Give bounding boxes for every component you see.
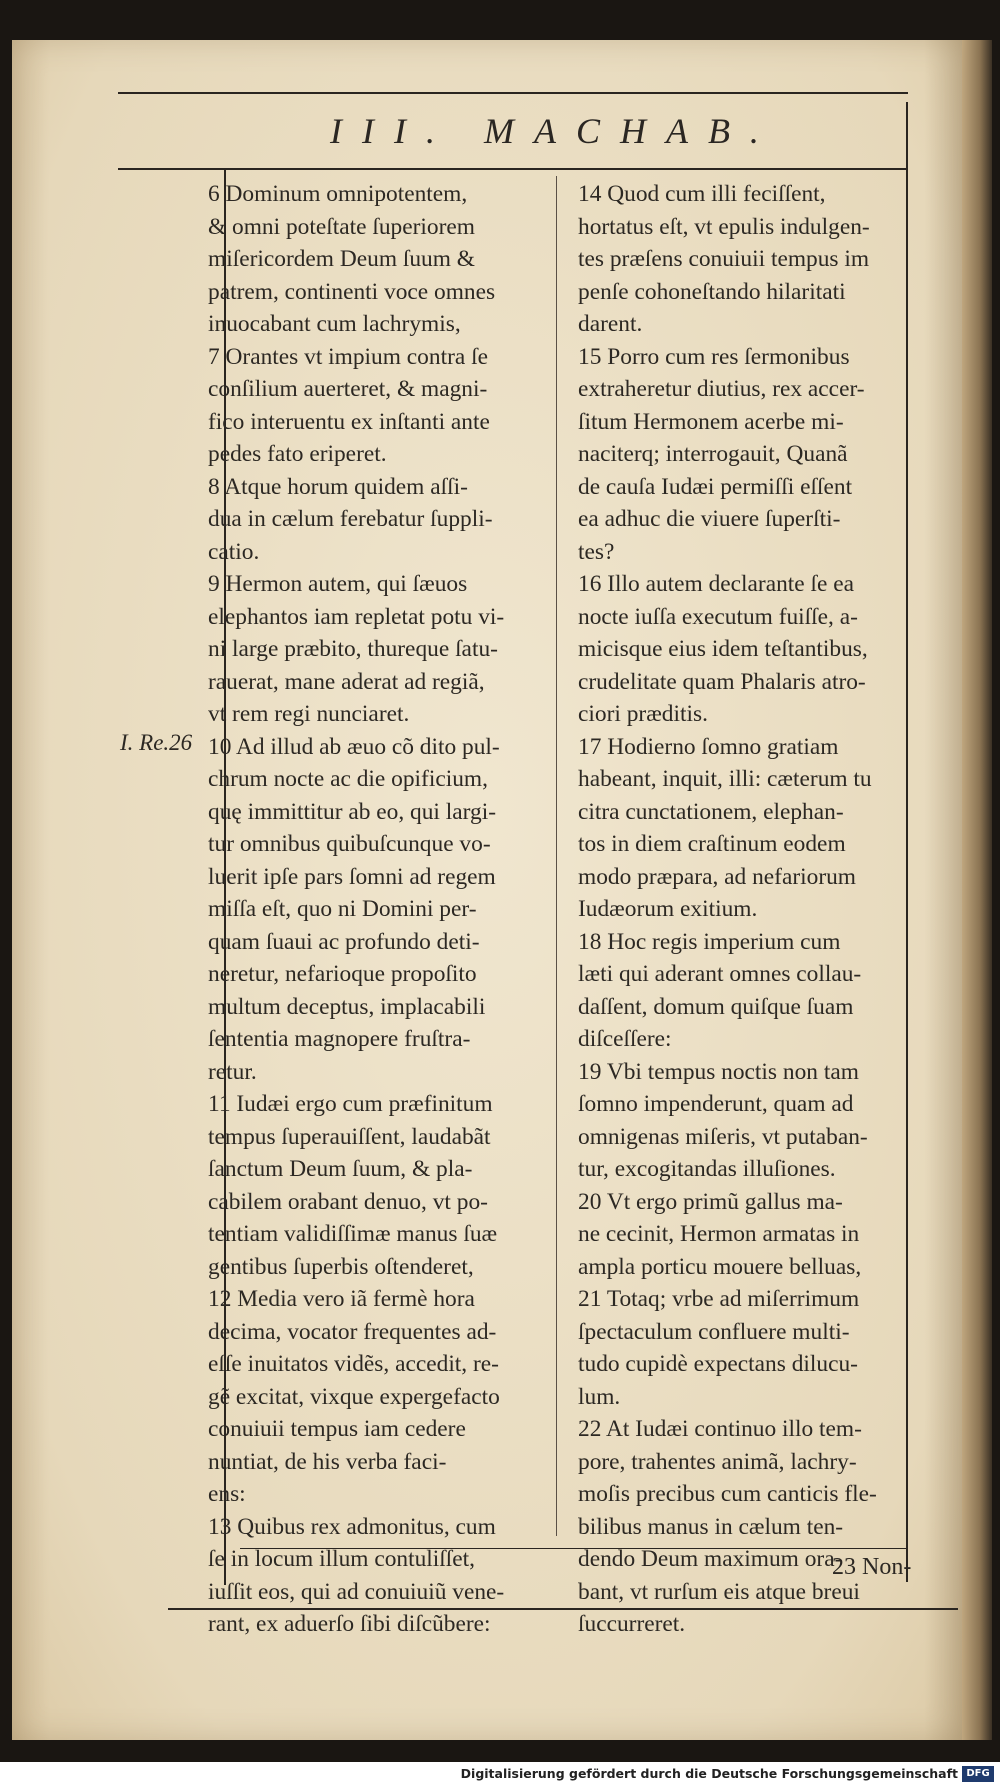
- text-line: quam ſuaui ac profundo deti-: [208, 928, 480, 955]
- text-line: daſſent, domum quiſque ſuam: [578, 993, 854, 1020]
- text-line: micisque eius idem teſtantibus,: [578, 636, 868, 662]
- text-line: decima, vocator frequentes ad-: [208, 1318, 497, 1345]
- text-line: 8 Atque horum quidem aſſi-: [208, 473, 468, 500]
- text-line: Iudæorum exitium.: [578, 896, 758, 922]
- text-line: elephantos iam repletat potu vi-: [208, 603, 505, 630]
- text-line: ampla porticu mouere belluas,: [578, 1253, 862, 1280]
- text-line: lum.: [578, 1383, 621, 1410]
- footer-credit: Digitalisierung gefördert durch die Deutsche Forschungsgemeinschaft: [460, 1766, 958, 1781]
- text-line: 15 Porro cum res ſermonibus: [578, 343, 850, 370]
- text-line: dua in cælum ferebatur ſuppli-: [208, 506, 493, 532]
- text-line: gẽ excitat, vixque expergefacto: [208, 1383, 500, 1410]
- text-line: ea adhuc die viuere ſuperſti-: [578, 506, 841, 532]
- text-line: tur omnibus quibuſcunque vo-: [208, 831, 491, 857]
- text-line: diſceſſere:: [578, 1026, 672, 1052]
- text-line: penſe cohoneſtando hilaritati: [578, 278, 846, 305]
- text-line: rant, ex aduerſo ſibi diſcũbere:: [208, 1611, 491, 1637]
- text-line: gentibus ſuperbis oſtenderet,: [208, 1253, 474, 1280]
- text-line: tudo cupidè expectans dilucu-: [578, 1351, 858, 1377]
- text-line: 12 Media vero iã fermè hora: [208, 1286, 475, 1312]
- text-line: læti qui aderant omnes collau-: [578, 961, 862, 987]
- text-line: ſomno impenderunt, quam ad: [578, 1091, 854, 1117]
- text-line: conſilium auerteret, & magni-: [208, 376, 488, 402]
- text-line: ſe in locum illum contuliſſet,: [208, 1546, 476, 1572]
- text-line: dendo Deum maximum ora-: [578, 1546, 843, 1572]
- text-line: 9 Hermon autem, qui ſæuos: [208, 571, 468, 597]
- text-line: retur.: [208, 1058, 257, 1085]
- text-line: de cauſa Iudæi permiſſi eſſent: [578, 473, 853, 500]
- running-head: III. MACHAB.: [330, 111, 779, 151]
- text-line: ciori præditis.: [578, 701, 708, 727]
- text-line: & omni poteſtate ſuperiorem: [208, 213, 475, 240]
- text-line: 17 Hodierno ſomno gratiam: [578, 733, 839, 760]
- text-line: omnigenas miſeris, vt putaban-: [578, 1123, 868, 1150]
- right-column: [578, 178, 934, 1641]
- text-line: vt rem regi nunciaret.: [208, 701, 410, 727]
- text-line: 10 Ad illud ab æuo cõ dito pul-: [208, 733, 500, 760]
- text-line: 18 Hoc regis imperium cum: [578, 928, 841, 955]
- text-line: ſuccurreret.: [578, 1611, 686, 1637]
- text-line: ſanctum Deum ſuum, & pla-: [208, 1156, 473, 1182]
- text-line: multum deceptus, implacabili: [208, 993, 486, 1020]
- text-line: 19 Vbi tempus noctis non tam: [578, 1058, 859, 1085]
- text-line: tes præſens conuiuii tempus im: [578, 246, 870, 272]
- text-line: modo præpara, ad nefariorum: [578, 863, 856, 890]
- text-line: 6 Dominum omnipotentem,: [208, 181, 468, 207]
- text-line: ſpectaculum confluere multi-: [578, 1318, 850, 1345]
- text-line: conuiuii tempus iam cedere: [208, 1416, 466, 1442]
- text-line: neretur, nefarioque propoſito: [208, 961, 477, 987]
- dfg-logo: DFG: [962, 1766, 994, 1782]
- text-line: tempus ſuperauiſſent, laudabãt: [208, 1123, 491, 1150]
- text-line: tos in diem craſtinum eodem: [578, 831, 846, 857]
- text-line: luerit ipſe pars ſomni ad regem: [208, 863, 496, 890]
- text-line: crudelitate quam Phalaris atro-: [578, 668, 866, 695]
- text-line: darent.: [578, 311, 643, 337]
- text-line: citra cunctationem, elephan-: [578, 798, 844, 825]
- left-column: [208, 178, 553, 1641]
- text-line: pore, trahentes animã, lachry-: [578, 1448, 857, 1475]
- text-line: patrem, continenti voce omnes: [208, 278, 496, 305]
- text-line: moſis precibus cum canticis fle-: [578, 1481, 877, 1507]
- text-line: nocte iuſſa executum fuiſſe, a-: [578, 603, 858, 630]
- page-edge: [962, 40, 992, 1740]
- text-line: ſitum Hermonem acerbe mi-: [578, 408, 844, 435]
- catchword: 23 Non-: [832, 1554, 912, 1580]
- text-line: 13 Quibus rex admonitus, cum: [208, 1513, 496, 1540]
- text-line: inuocabant cum lachrymis,: [208, 311, 461, 337]
- column-divider: [556, 176, 557, 1536]
- text-line: hortatus eſt, vt epulis indulgen-: [578, 213, 870, 240]
- text-line: 14 Quod cum illi feciſſent,: [578, 181, 826, 207]
- margin-note: I. Re.26: [120, 730, 193, 755]
- text-line: fico interuentu ex inſtanti ante: [208, 408, 490, 435]
- text-line: miſericordem Deum ſuum &: [208, 246, 475, 272]
- text-line: cabilem orabant denuo, vt po-: [208, 1188, 488, 1215]
- text-line: 7 Orantes vt impium contra ſe: [208, 343, 488, 370]
- text-line: tes?: [578, 538, 615, 565]
- text-line: tur, excogitandas illuſiones.: [578, 1156, 836, 1182]
- text-line: nuntiat, de his verba faci-: [208, 1448, 447, 1475]
- text-line: naciterq; interrogauit, Quanã: [578, 441, 848, 467]
- head-rule: [118, 168, 908, 170]
- text-line: 20 Vt ergo primũ gallus ma-: [578, 1188, 843, 1215]
- text-line: habeant, inquit, illi: cæterum tu: [578, 766, 872, 792]
- text-line: bant, vt rurſum eis atque breui: [578, 1578, 860, 1605]
- text-line: bilibus manus in cælum ten-: [578, 1513, 844, 1540]
- text-line: tentiam validiſſimæ manus ſuæ: [208, 1221, 498, 1247]
- text-line: extraheretur diutius, rex accer-: [578, 376, 865, 402]
- text-line: ſententia magnopere fruſtra-: [208, 1026, 471, 1052]
- text-line: 16 Illo autem declarante ſe ea: [578, 571, 854, 597]
- text-line: rauerat, mane aderat ad regiã,: [208, 668, 485, 695]
- text-line: ens:: [208, 1481, 246, 1507]
- text-line: 11 Iudæi ergo cum præfinitum: [208, 1091, 493, 1117]
- top-rule: [118, 92, 908, 94]
- text-line: ni large præbito, thureque ſatu-: [208, 636, 498, 662]
- text-line: catio.: [208, 538, 260, 565]
- text-line: chrum nocte ac die opificium,: [208, 766, 488, 792]
- text-line: miſſa eſt, quo ni Domini per-: [208, 896, 477, 922]
- text-line: ne cecinit, Hermon armatas in: [578, 1221, 860, 1247]
- text-line: quę immittitur ab eo, qui largi-: [208, 798, 496, 825]
- text-line: iuſſit eos, qui ad conuiuiũ vene-: [208, 1578, 505, 1605]
- text-line: eſſe inuitatos vidẽs, accedit, re-: [208, 1351, 499, 1377]
- text-line: pedes fato eriperet.: [208, 441, 387, 467]
- text-line: 22 At Iudæi continuo illo tem-: [578, 1416, 862, 1442]
- text-line: 21 Totaq; vrbe ad miſerrimum: [578, 1286, 860, 1312]
